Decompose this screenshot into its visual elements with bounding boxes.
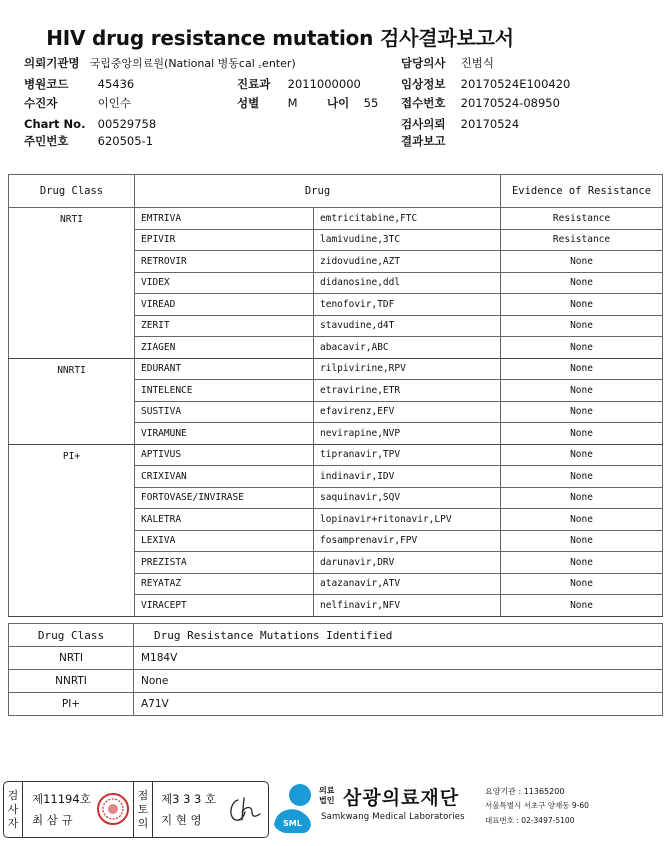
- age-label: 나이: [327, 96, 350, 110]
- reviewer-label-char: 점: [137, 788, 149, 802]
- header-hospital-code: [24, 76, 134, 92]
- drug-generic-cell: rilpivirine,RPV: [314, 358, 501, 380]
- doctor-value: 진범식: [460, 56, 494, 70]
- examiner-label-char: 자: [7, 816, 19, 830]
- header-request: [401, 116, 519, 132]
- examiner-seal-icon: [96, 792, 130, 826]
- clinical-label: 임상정보: [401, 77, 446, 91]
- drug-resistance-table: [8, 174, 663, 617]
- drug-brand-cell: INTELENCE: [135, 380, 314, 402]
- doctor-label: 담당의사: [401, 56, 446, 70]
- evidence-cell: None: [501, 552, 663, 574]
- request-value: 20170524: [460, 117, 520, 131]
- drug-generic-cell: etravirine,ETR: [314, 380, 501, 402]
- reviewer-label: [133, 782, 153, 837]
- table-row: [9, 358, 663, 380]
- drug-generic-cell: lopinavir+ritonavir,LPV: [314, 509, 501, 531]
- chart-label: Chart No.: [24, 117, 86, 131]
- lab-phone: 대표번호 : 02-3497-5100: [485, 816, 575, 825]
- drug-table-body: [9, 208, 663, 617]
- drug-header: Drug: [135, 175, 501, 208]
- header-receipt: [401, 95, 560, 111]
- drug-generic-cell: darunavir,DRV: [314, 552, 501, 574]
- table-row: [9, 647, 663, 670]
- drug-generic-cell: nelfinavir,NFV: [314, 595, 501, 617]
- header-patient: [24, 95, 131, 111]
- examiner-label: [4, 782, 23, 837]
- header-chart: [24, 116, 156, 132]
- header-report: [401, 133, 461, 149]
- drug-class-cell: PI+: [9, 444, 135, 616]
- evidence-cell: None: [501, 466, 663, 488]
- header-doctor: [401, 55, 494, 71]
- drug-generic-cell: emtricitabine,FTC: [314, 208, 501, 230]
- mutations-class-header: Drug Class: [9, 624, 134, 647]
- sex-value: M: [287, 96, 298, 110]
- lab-prefix-line: 법인: [319, 796, 335, 805]
- table-row: [9, 208, 663, 230]
- mutation-class-cell: NRTI: [9, 647, 134, 670]
- signature-box: [3, 781, 269, 838]
- lab-prefix: [319, 786, 334, 806]
- resident-value: 620505-1: [97, 134, 154, 148]
- evidence-cell: None: [501, 380, 663, 402]
- evidence-cell: None: [501, 487, 663, 509]
- evidence-cell: None: [501, 509, 663, 531]
- lab-prefix-line: 의료: [319, 786, 335, 795]
- drug-generic-cell: nevirapine,NVP: [314, 423, 501, 445]
- dept-label: 진료과: [237, 77, 271, 91]
- evidence-cell: None: [501, 595, 663, 617]
- hospital-code-value: 45436: [97, 77, 135, 91]
- drug-brand-cell: APTIVUS: [135, 444, 314, 466]
- drug-brand-cell: FORTOVASE/INVIRASE: [135, 487, 314, 509]
- evidence-cell: Resistance: [501, 208, 663, 230]
- evidence-cell: None: [501, 315, 663, 337]
- sex-label: 성별: [237, 96, 260, 110]
- reviewer-label-char: 토: [137, 802, 149, 816]
- drug-generic-cell: zidovudine,AZT: [314, 251, 501, 273]
- report-title: HIV drug resistance mutation 검사결과보고서: [46, 26, 514, 50]
- mutation-class-cell: PI+: [9, 693, 134, 716]
- drug-class-header: Drug Class: [9, 175, 135, 208]
- institution-label: 의뢰기관명: [24, 56, 80, 70]
- drug-generic-cell: tenofovir,TDF: [314, 294, 501, 316]
- report-label: 결과보고: [401, 134, 446, 148]
- drug-generic-cell: stavudine,d4T: [314, 315, 501, 337]
- dept-value: 2011000000: [287, 77, 361, 91]
- mutations-identified-header: Drug Resistance Mutations Identified: [134, 624, 663, 647]
- age-value: 55: [363, 96, 379, 110]
- mutation-class-cell: NNRTI: [9, 670, 134, 693]
- evidence-cell: Resistance: [501, 229, 663, 251]
- header-institution: [24, 55, 296, 72]
- table-row: [9, 670, 663, 693]
- mutations-header-row: [9, 624, 663, 647]
- drug-brand-cell: ZIAGEN: [135, 337, 314, 359]
- request-label: 검사의뢰: [401, 117, 446, 131]
- evidence-cell: None: [501, 251, 663, 273]
- evidence-cell: None: [501, 358, 663, 380]
- examiner-license: 제11194호: [32, 792, 91, 806]
- sml-logo-text: SML: [283, 819, 302, 828]
- drug-brand-cell: SUSTIVA: [135, 401, 314, 423]
- evidence-cell: None: [501, 337, 663, 359]
- mutation-value-cell: None: [134, 670, 663, 693]
- drug-brand-cell: VIREAD: [135, 294, 314, 316]
- evidence-cell: None: [501, 401, 663, 423]
- drug-generic-cell: tipranavir,TPV: [314, 444, 501, 466]
- evidence-cell: None: [501, 272, 663, 294]
- drug-brand-cell: PREZISTA: [135, 552, 314, 574]
- examiner-name: 최 삼 규: [32, 813, 73, 827]
- lab-name: 삼광의료재단: [343, 787, 460, 809]
- reviewer-name: 지 현 영: [161, 813, 202, 827]
- lab-code: 요양기관 : 11365200: [485, 787, 565, 796]
- drug-class-cell: NRTI: [9, 208, 135, 359]
- mutation-value-cell: A71V: [134, 693, 663, 716]
- drug-brand-cell: EDURANT: [135, 358, 314, 380]
- drug-generic-cell: fosamprenavir,FPV: [314, 530, 501, 552]
- header-clinical: [401, 76, 570, 92]
- examiner-label-char: 사: [7, 802, 19, 816]
- drug-generic-cell: efavirenz,EFV: [314, 401, 501, 423]
- drug-brand-cell: ZERIT: [135, 315, 314, 337]
- drug-brand-cell: EMTRIVA: [135, 208, 314, 230]
- drug-table-header-row: [9, 175, 663, 208]
- drug-generic-cell: atazanavir,ATV: [314, 573, 501, 595]
- lab-english-name: Samkwang Medical Laboratories: [321, 812, 465, 822]
- drug-brand-cell: REYATAZ: [135, 573, 314, 595]
- evidence-header: Evidence of Resistance: [501, 175, 663, 208]
- receipt-value: 20170524-08950: [460, 96, 560, 110]
- mutations-table: [8, 623, 663, 716]
- mutation-value-cell: M184V: [134, 647, 663, 670]
- drug-generic-cell: saquinavir,SQV: [314, 487, 501, 509]
- patient-label: 수진자: [24, 96, 58, 110]
- sml-logo-icon: [270, 781, 318, 833]
- clinical-value: 20170524E100420: [460, 77, 571, 91]
- drug-generic-cell: abacavir,ABC: [314, 337, 501, 359]
- drug-brand-cell: VIDEX: [135, 272, 314, 294]
- evidence-cell: None: [501, 294, 663, 316]
- reviewer-label-char: 의: [137, 816, 149, 830]
- header-dept: [237, 76, 361, 92]
- institution-value: 국립중앙의료원(National 병동cal ꜀enter): [89, 57, 296, 70]
- header-sex: [237, 95, 298, 111]
- drug-brand-cell: KALETRA: [135, 509, 314, 531]
- drug-generic-cell: indinavir,IDV: [314, 466, 501, 488]
- drug-generic-cell: lamivudine,3TC: [314, 229, 501, 251]
- drug-brand-cell: CRIXIVAN: [135, 466, 314, 488]
- resident-label: 주민번호: [24, 134, 69, 148]
- table-row: [9, 693, 663, 716]
- drug-brand-cell: VIRAMUNE: [135, 423, 314, 445]
- evidence-cell: None: [501, 444, 663, 466]
- drug-class-cell: NNRTI: [9, 358, 135, 444]
- lab-address: 서울특별시 서초구 양재동 9-60: [485, 801, 589, 810]
- hospital-code-label: 병원코드: [24, 77, 69, 91]
- evidence-cell: None: [501, 423, 663, 445]
- drug-brand-cell: RETROVIR: [135, 251, 314, 273]
- examiner-label-char: 검: [7, 788, 19, 802]
- signature-icon: [226, 794, 264, 826]
- chart-value: 00529758: [97, 117, 157, 131]
- receipt-label: 접수번호: [401, 96, 446, 110]
- evidence-cell: None: [501, 530, 663, 552]
- table-row: [9, 444, 663, 466]
- drug-generic-cell: didanosine,ddl: [314, 272, 501, 294]
- drug-brand-cell: VIRACEPT: [135, 595, 314, 617]
- header-age: [327, 95, 378, 111]
- evidence-cell: None: [501, 573, 663, 595]
- header-resident: [24, 133, 153, 149]
- reviewer-license: 제3 3 3 호: [161, 792, 217, 806]
- drug-brand-cell: LEXIVA: [135, 530, 314, 552]
- drug-brand-cell: EPIVIR: [135, 229, 314, 251]
- patient-value: 이인수: [97, 96, 131, 110]
